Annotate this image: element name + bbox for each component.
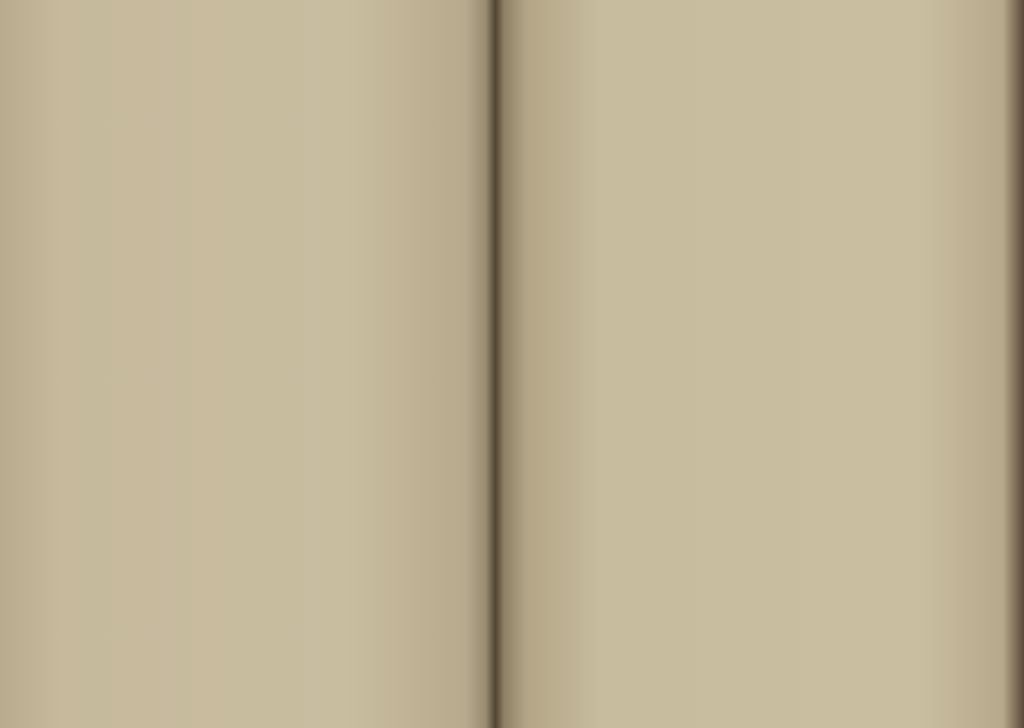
left-page-content	[62, 4, 422, 14]
left-page	[0, 0, 495, 728]
book-gutter	[486, 0, 504, 728]
right-page	[495, 0, 1024, 728]
